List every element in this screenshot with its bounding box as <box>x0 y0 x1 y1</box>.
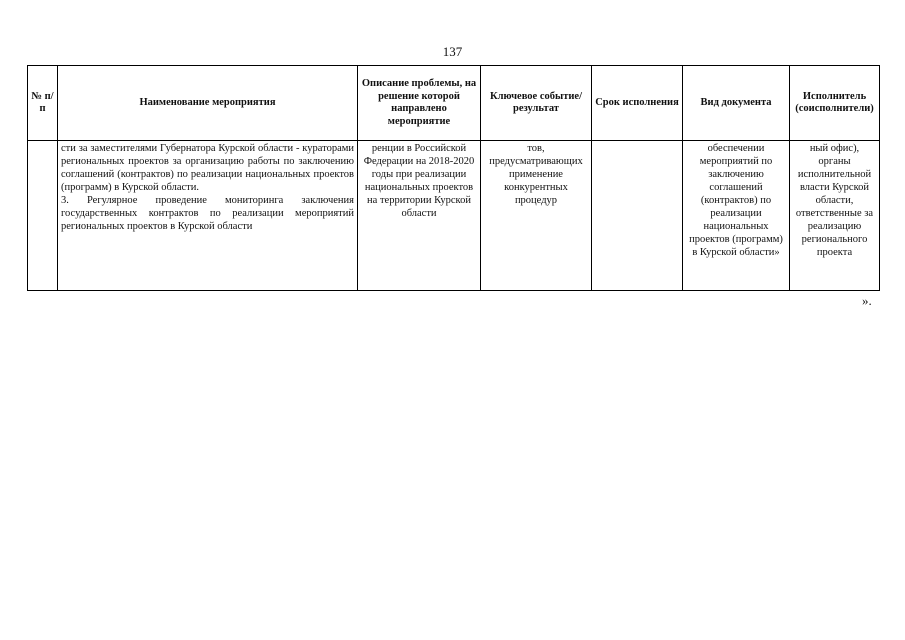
cell-name-paragraph: сти за заместителями Губернатора Курской области - кураторами региональных проектов за организацию работы по заключению соглашений (контрактов) по реализации национальных проектов (программ) в Курской области. <box>61 143 354 193</box>
cell-doc-type: обеспечении мероприятий по заключению соглашений (контрактов) по реализации национальных проектов (программ) в Курской области» <box>683 141 790 291</box>
header-problem: Описание проблемы, на решение которой направлено мероприятие <box>358 66 481 141</box>
closing-quote-mark: ». <box>862 293 872 308</box>
header-doc-type: Вид документа <box>683 66 790 141</box>
table-row <box>28 141 880 291</box>
cell-event: тов, предусматривающих применение конкурентных процедур <box>481 141 592 291</box>
cell-name-paragraph: 3. Регулярное проведение мониторинга заключения государственных контрактов по реализации мероприятий региональных проектов в Курской области <box>61 195 354 232</box>
cell-name <box>58 141 358 291</box>
cell-deadline <box>592 141 683 291</box>
header-name: Наименование мероприятия <box>58 66 358 141</box>
cell-problem: ренции в Российской Федерации на 2018-2020 годы при реализации национальных проектов на территории Курской области <box>358 141 481 291</box>
measures-table <box>27 65 880 291</box>
table-header-row <box>28 66 880 141</box>
page-number: 137 <box>442 44 463 59</box>
header-deadline: Срок исполнения <box>592 66 683 141</box>
header-num: № п/п <box>28 66 58 141</box>
header-event: Ключевое событие/ результат <box>481 66 592 141</box>
cell-num <box>28 141 58 291</box>
header-executor: Исполнитель (соисполнители) <box>790 66 880 141</box>
cell-executor: ный офис), органы исполнительной власти Курской области, ответственные за реализацию регионального проекта <box>790 141 880 291</box>
